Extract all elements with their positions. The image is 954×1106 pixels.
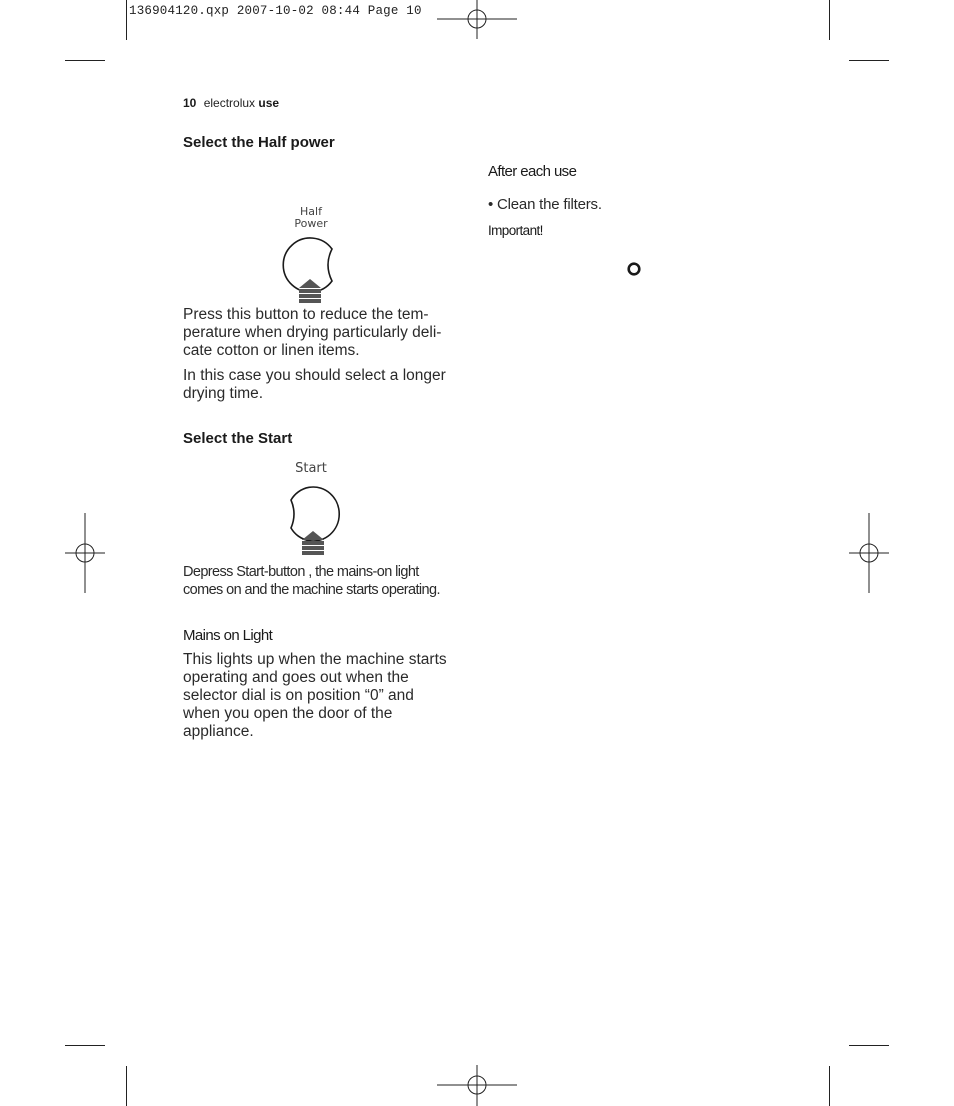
start-button-label: Start (295, 461, 327, 476)
half-power-heading: Select the Half power (183, 134, 335, 151)
filter-symbol-icon (626, 261, 642, 277)
half-power-note: In this case you should select a longer drying time. (183, 367, 446, 402)
half-power-description: Press this button to reduce the tem- perature when drying particularly deli- cate cotton or linen items. (183, 306, 442, 359)
half-power-button-icon (278, 236, 344, 308)
mains-light-description: This lights up when the machine starts operating and goes out when the selector dial is on position “0” and when you open the door of the appliance. (183, 651, 447, 740)
half-power-button-label: Half Power (294, 205, 328, 230)
clean-filters-bullet: • Clean the filters. (488, 196, 602, 213)
slug-line: 136904120.qxp 2007-10-02 08:44 Page 10 (129, 4, 422, 18)
important-label: Important! (488, 223, 543, 238)
after-use-heading: After each use (488, 163, 577, 180)
start-heading: Select the Start (183, 430, 293, 447)
start-button-icon (282, 484, 348, 559)
brand-name: electrolux (203, 96, 256, 110)
section-name: use (258, 96, 280, 110)
mains-light-heading: Mains on Light (183, 627, 273, 644)
page-number: 10 (183, 96, 197, 110)
page-header (183, 96, 279, 110)
start-description: Depress Start-button , the mains-on light comes on and the machine starts operating. (183, 564, 440, 598)
